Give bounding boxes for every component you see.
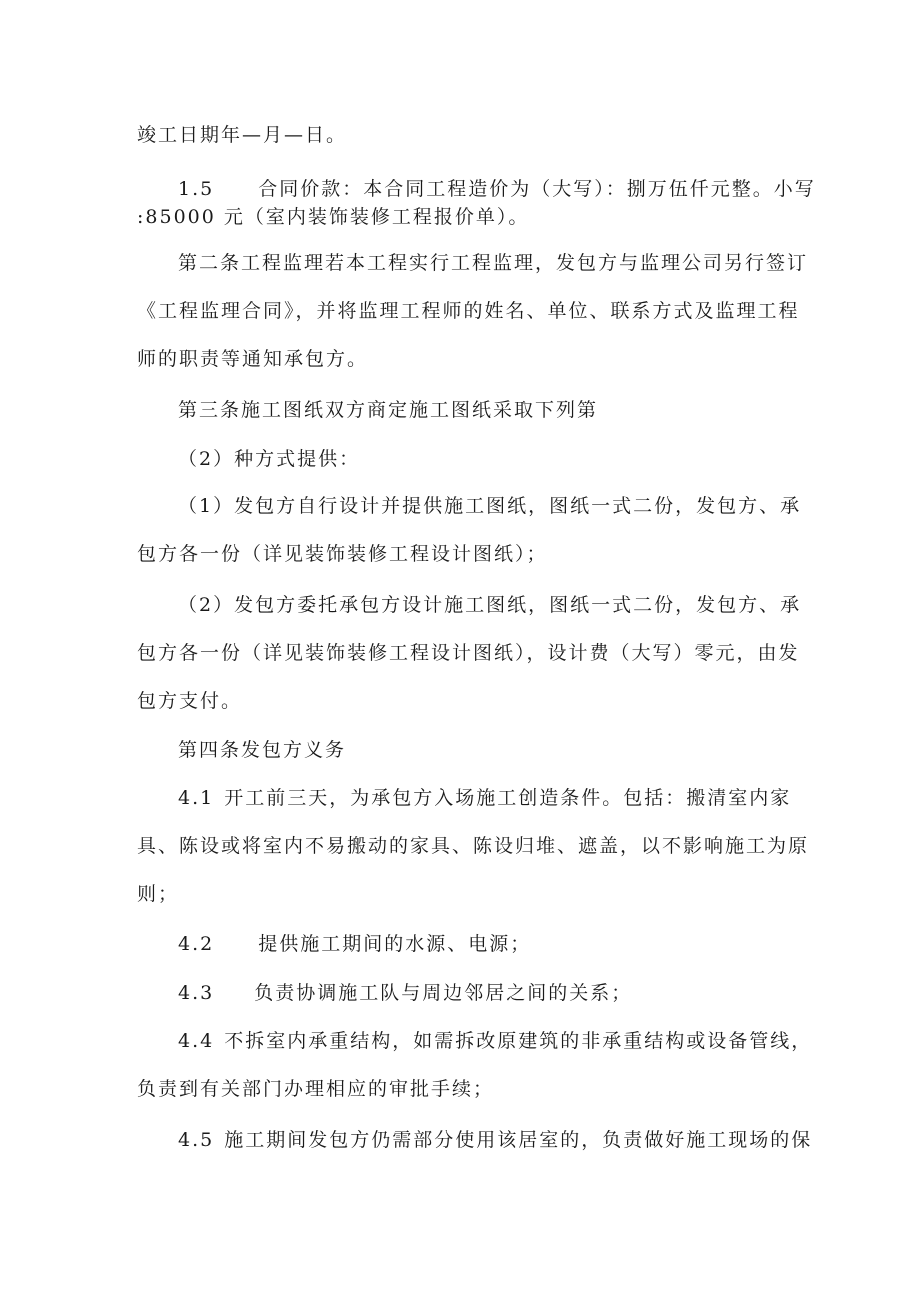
text-line: （2）种方式提供： bbox=[178, 448, 361, 470]
clause-number: 4.3 bbox=[178, 982, 215, 1004]
text-content: 不拆室内承重结构，如需拆改原建筑的非承重结构或设备管线， bbox=[224, 1030, 813, 1052]
text-line bbox=[178, 1128, 812, 1152]
clause-number: 4.4 bbox=[178, 1030, 215, 1052]
text-line: 则； bbox=[137, 883, 180, 905]
text-content: 提供施工期间的水源、电源； bbox=[258, 933, 532, 955]
text-content: 负责协调施工队与周边邻居之间的关系； bbox=[254, 982, 633, 1004]
text-line bbox=[178, 786, 791, 810]
clause-number: 1.5 bbox=[178, 178, 215, 200]
text-line bbox=[178, 981, 632, 1005]
text-line: 第三条施工图纸双方商定施工图纸采取下列第 bbox=[178, 399, 599, 421]
text-content: 合同价款：本合同工程造价为（大写）：捌万伍仟元整。小写 bbox=[258, 178, 816, 200]
text-content: 施工期间发包方仍需部分使用该居室的，负责做好施工现场的保 bbox=[224, 1129, 813, 1151]
text-line: :85000 元（室内装饰装修工程报价单）。 bbox=[137, 206, 530, 228]
text-line: 具、陈设或将室内不易搬动的家具、陈设归堆、遮盖，以不影响施工为原 bbox=[137, 835, 810, 857]
text-content: 开工前三天，为承包方入场施工创造条件。包括：搬清室内家 bbox=[224, 787, 792, 809]
text-line: （1）发包方自行设计并提供施工图纸，图纸一式二份，发包方、承 bbox=[178, 495, 802, 517]
text-line: 包方各一份（详见装饰装修工程设计图纸）； bbox=[137, 543, 548, 565]
clause-number: 4.1 bbox=[178, 787, 215, 809]
text-line: 竣工日期年—月—日。 bbox=[137, 124, 348, 146]
text-line: 《工程监理合同》，并将监理工程师的姓名、单位、联系方式及监理工程 bbox=[137, 300, 800, 322]
clause-number: 4.5 bbox=[178, 1129, 215, 1151]
text-line: 第二条工程监理若本工程实行工程监理，发包方与监理公司另行签订 bbox=[178, 252, 809, 274]
text-line: 包方支付。 bbox=[137, 690, 243, 712]
text-line: 第四条发包方义务 bbox=[178, 739, 347, 761]
clause-number: 4.2 bbox=[178, 933, 215, 955]
text-line: 负责到有关部门办理相应的审批手续； bbox=[137, 1078, 495, 1100]
text-line: （2）发包方委托承包方设计施工图纸，图纸一式二份，发包方、承 bbox=[178, 594, 802, 616]
text-line bbox=[178, 932, 531, 956]
text-line bbox=[178, 177, 816, 201]
text-line: 包方各一份（详见装饰装修工程设计图纸），设计费（大写）零元，由发 bbox=[137, 642, 800, 664]
text-line bbox=[178, 1029, 812, 1053]
text-line: 师的职责等通知承包方。 bbox=[137, 348, 369, 370]
